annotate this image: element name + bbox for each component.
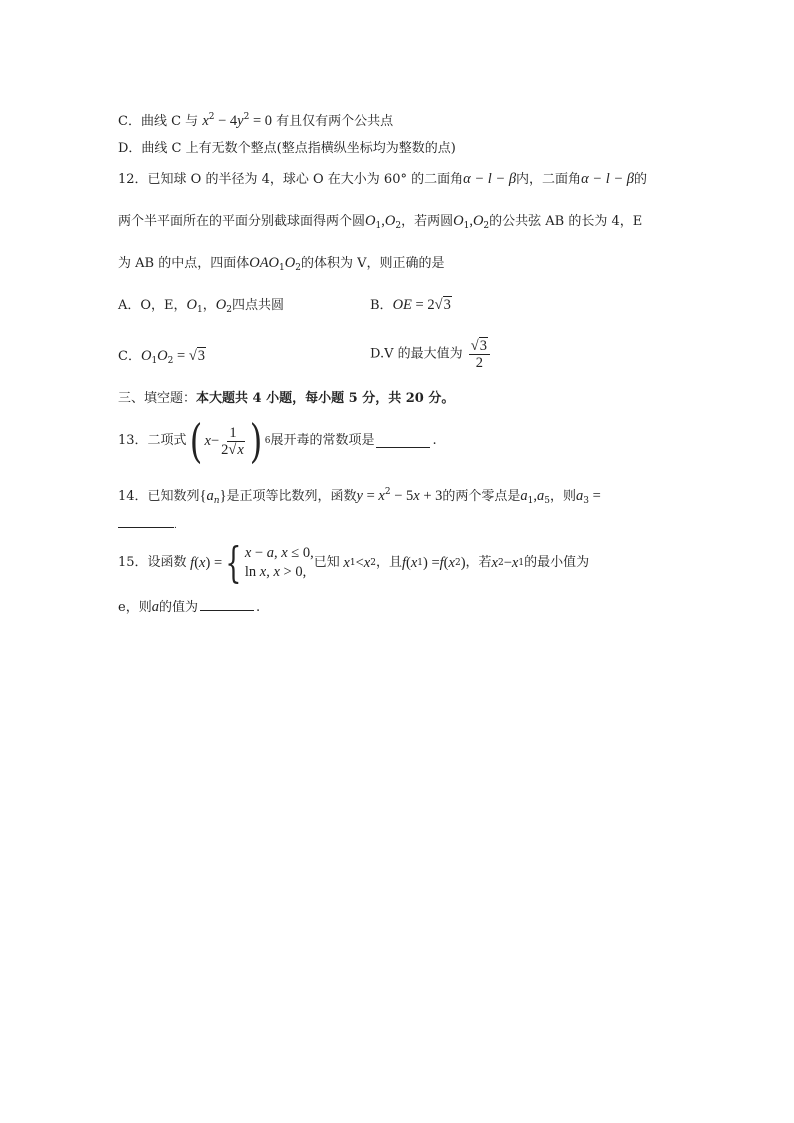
q14-line-1: 14．已知数列$\{a_n\}$是正项等比数列，函数$y = x^2 - 5x + 3$的两个零点是$a_1,a_5$，则$a_3$ = [118, 487, 601, 506]
q12-line-3: 为 AB 的中点，四面体$OAO_1O_2$的体积为 V，则正确的是 [118, 255, 445, 273]
q15-line-2: e，则a的值为 . [118, 599, 261, 615]
q12-option-d: D.V 的最大值为 $\frac{√3}{2}$ [370, 338, 492, 371]
q15-line-1: 15．设函数 f ( x ) = { x − a, x ≤ 0, ln x, x > 0, 已知 x 1 < x 2 ，且 f ( x 1 ) = f ( x 2 ) ，若 x 2 − x 1 的最小值为 [118, 538, 590, 587]
q14-line-2: . [118, 515, 177, 535]
q12-option-b: B．OE = 2√3 [370, 297, 451, 313]
q12-option-c: C．$O_1O_2 = √3$ [118, 348, 206, 366]
q11-option-d: D．曲线 C 上有无数个整点(整点指横纵坐标均为整数的点) [118, 141, 456, 156]
fraction-sqrt3-over-2: $\frac{√3}{2}$ [469, 338, 490, 371]
q13-answer-blank [376, 435, 430, 448]
q12-option-a: A．O，E，$O_1$，$O_2$四点共圆 [118, 297, 285, 315]
q12-line-1: 12．已知球 O 的半径为 4，球心 O 在大小为 60° 的二面角α − l − β内，二面角α − l − β的 [118, 171, 648, 187]
q13: 13．二项式 ( x − $\frac{1}{2√x}$ ) 6 展开毒的常数项是 . [118, 414, 437, 468]
section-3-heading: 三、填空题：本大题共 4 小题，每小题 5 分，共 20 分。 [118, 391, 455, 406]
q12-line-2: 两个半平面所在的平面分别截球面得两个圆$O_1,O_2$，若两圆$O_1,O_2$的公共弦 AB 的长为 4，E [118, 213, 643, 231]
q14-answer-blank [118, 515, 174, 528]
fraction-1-over-2sqrtx: $\frac{1}{2√x}$ [221, 424, 244, 458]
q15-answer-blank [200, 598, 254, 611]
q11-option-c: C．曲线 C 与 $x^2 - 4y^2 = 0$ 有且仅有两个公共点 [118, 112, 394, 129]
